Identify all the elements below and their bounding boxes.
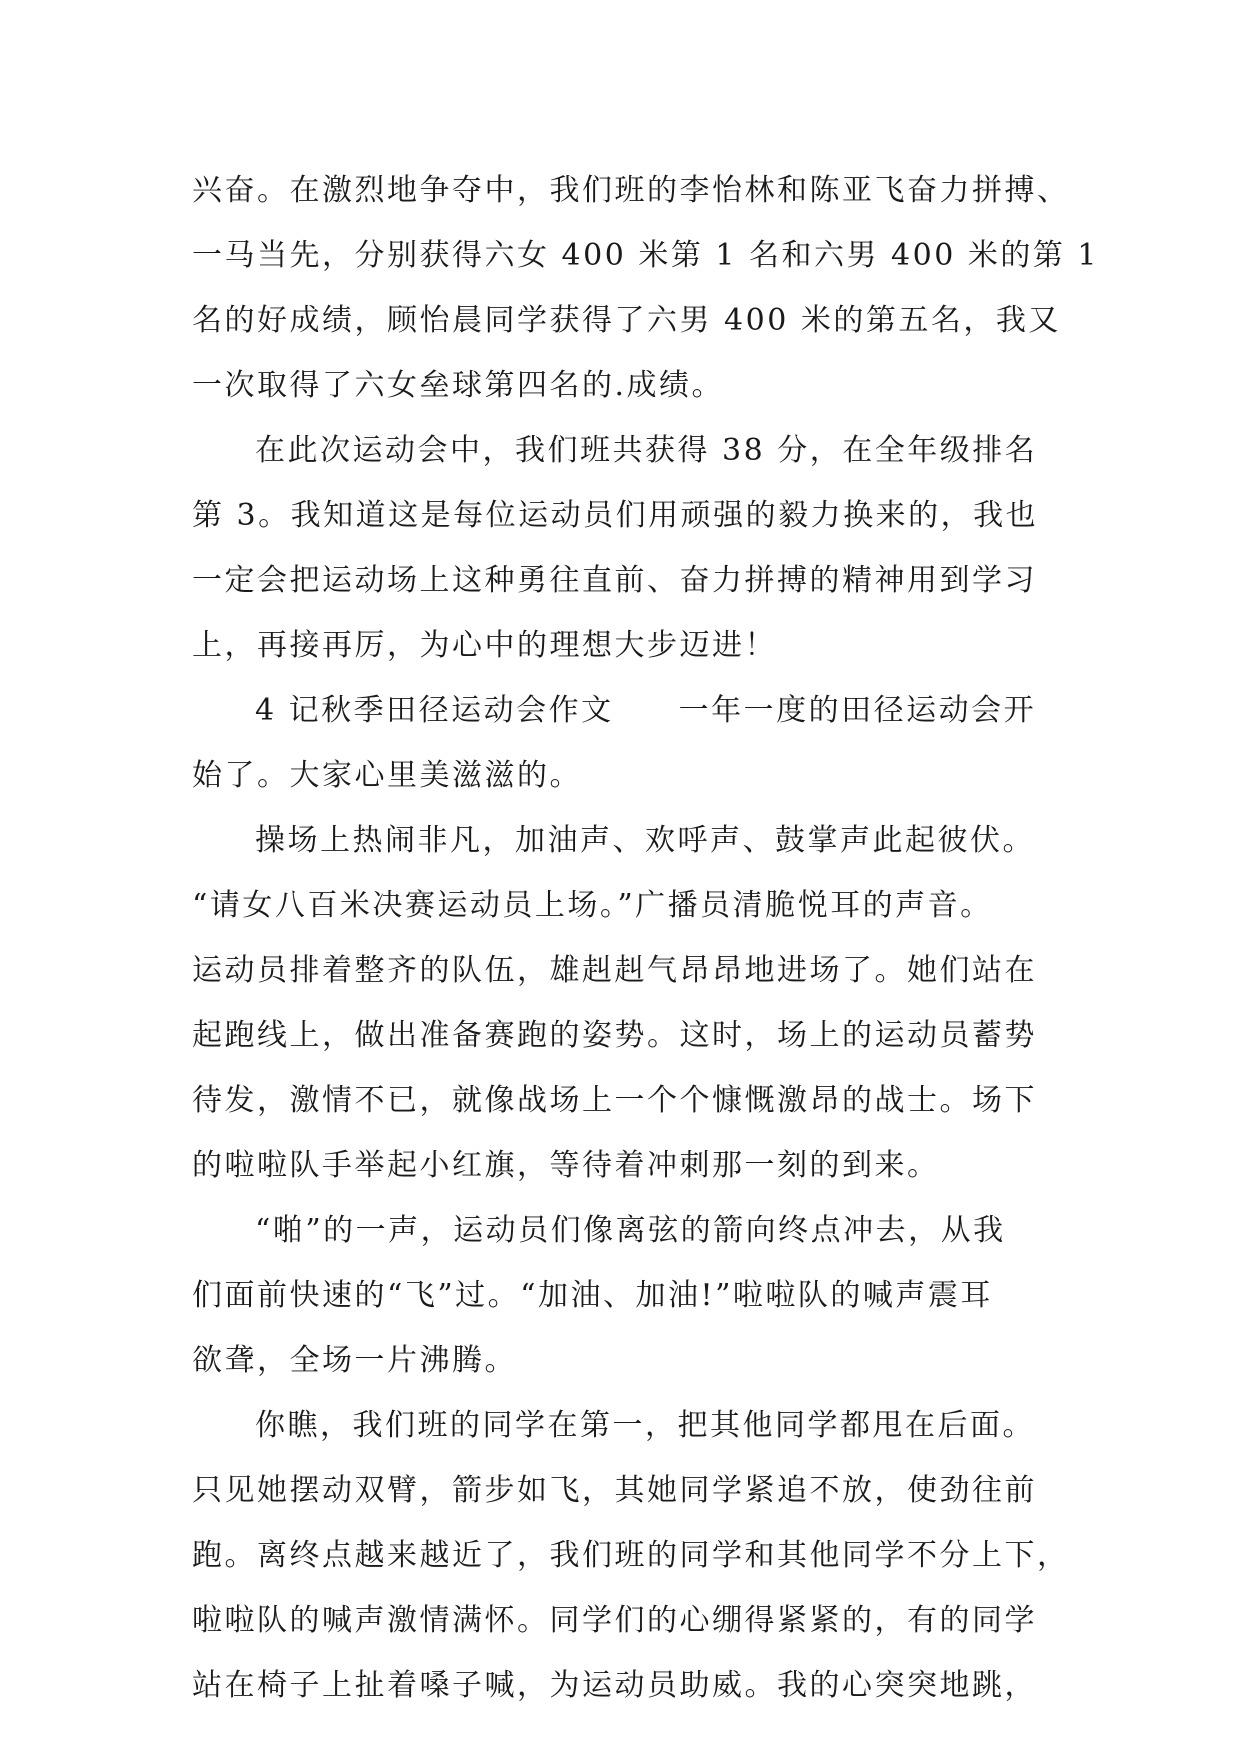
text-line-20: 你瞧，我们班的同学在第一，把其他同学都甩在后面。 [255, 1408, 1035, 1443]
text-line-19: 欲聋，全场一片沸腾。 [192, 1343, 517, 1378]
text-line-07: 一定会把运动场上这种勇往直前、奋力拼搏的精神用到学习 [192, 563, 1037, 598]
text-line-06: 第 3。我知道这是每位运动员们用顽强的毅力换来的，我也 [192, 498, 1039, 533]
text-line-03: 名的好成绩，顾怡晨同学获得了六男 400 米的第五名，我又 [192, 303, 1061, 338]
text-line-02: 一马当先，分别获得六女 400 米第 1 名和六男 400 米的第 1 [192, 238, 1099, 273]
text-line-05: 在此次运动会中，我们班共获得 38 分，在全年级排名 [255, 433, 1038, 468]
text-line-13: 运动员排着整齐的队伍，雄赳赳气昂昂地进场了。她们站在 [192, 953, 1037, 988]
text-line-04: 一次取得了六女垒球第四名的.成绩。 [192, 368, 725, 403]
text-line-16: 的啦啦队手举起小红旗，等待着冲刺那一刻的到来。 [192, 1148, 940, 1183]
text-line-01: 兴奋。在激烈地争夺中，我们班的李怡林和陈亚飞奋力拼搏、 [192, 173, 1070, 208]
text-line-12: “请女八百米决赛运动员上场。”广播员清脆悦耳的声音。 [192, 888, 993, 923]
text-line-24: 站在椅子上扯着嗓子喊，为运动员助威。我的心突突地跳， [192, 1668, 1037, 1703]
document-body [192, 158, 1099, 1718]
text-line-15: 待发，激情不已，就像战场上一个个慷慨激昂的战士。场下 [192, 1083, 1037, 1118]
text-line-22: 跑。离终点越来越近了，我们班的同学和其他同学不分上下， [192, 1538, 1070, 1573]
text-line-09: 4 记秋季田径运动会作文 一年一度的田径运动会开 [255, 693, 1037, 728]
text-line-17: “啪”的一声，运动员们像离弦的箭向终点冲去，从我 [255, 1213, 1006, 1248]
text-line-11: 操场上热闹非凡，加油声、欢呼声、鼓掌声此起彼伏。 [255, 823, 1035, 858]
text-line-10: 始了。大家心里美滋滋的。 [192, 758, 582, 793]
text-line-21: 只见她摆动双臂，箭步如飞，其她同学紧追不放，使劲往前 [192, 1473, 1037, 1508]
text-line-08: 上，再接再厉，为心中的理想大步迈进！ [192, 628, 777, 663]
text-line-23: 啦啦队的喊声激情满怀。同学们的心绷得紧紧的，有的同学 [192, 1603, 1037, 1638]
text-line-18: 们面前快速的“飞”过。“加油、加油!”啦啦队的喊声震耳 [192, 1278, 993, 1313]
text-line-14: 起跑线上，做出准备赛跑的姿势。这时，场上的运动员蓄势 [192, 1018, 1037, 1053]
